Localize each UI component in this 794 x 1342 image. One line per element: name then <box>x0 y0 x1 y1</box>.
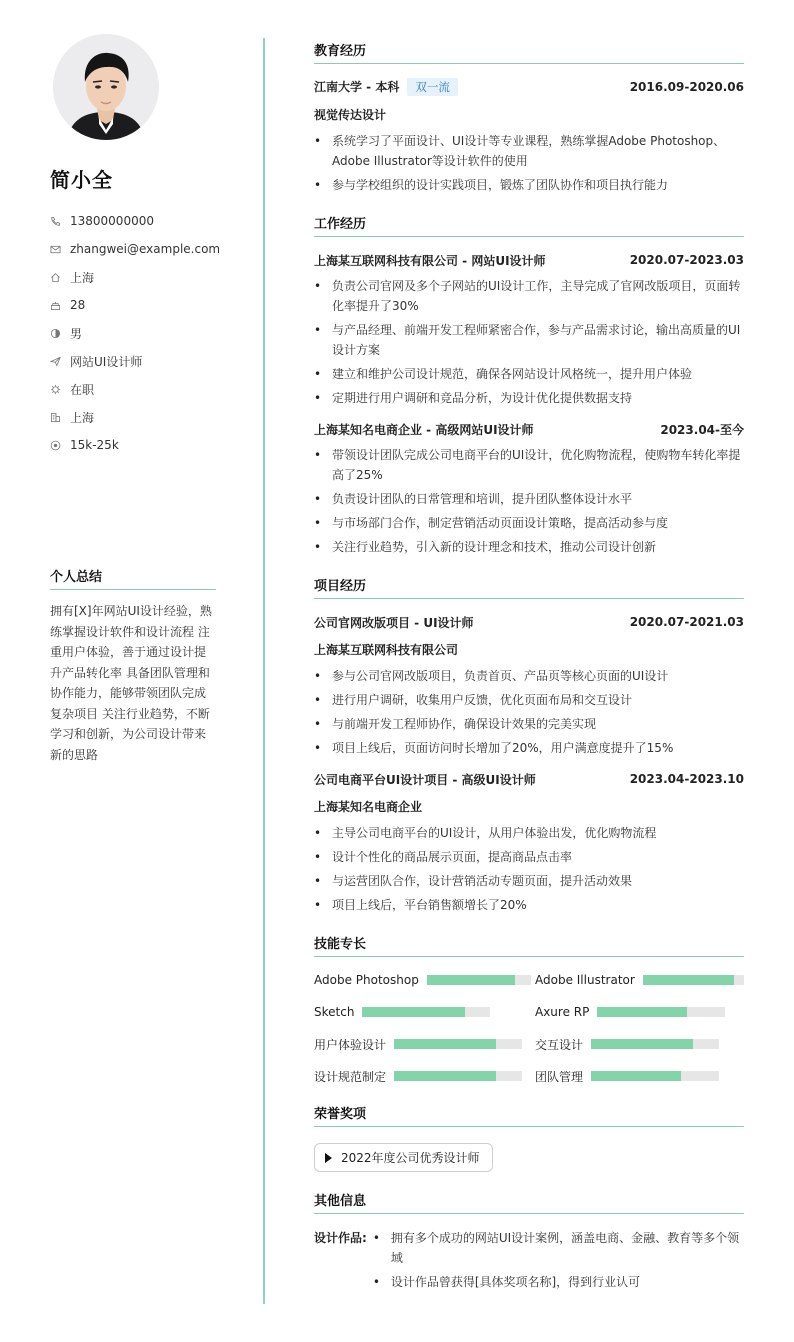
list-item: • 系统学习了平面设计、UI设计等专业课程，熟练掌握Adobe Photoshop、Adobe Illustrator等设计软件的使用 <box>314 131 744 171</box>
project-date: 2020.07-2021.03 <box>629 615 744 629</box>
email-address: zhangwei@example.com <box>70 242 221 256</box>
info-gender <box>50 319 216 347</box>
list-item: • 拥有多个成功的网站UI设计案例，涵盖电商、金融、教育等多个领域 <box>373 1228 744 1268</box>
list-item: • 设计作品曾获得[具体奖项名称]，得到行业认可 <box>373 1272 744 1292</box>
age-icon <box>50 300 61 311</box>
list-item: • 设计个性化的商品展示页面，提高商品点击率 <box>314 847 744 867</box>
gender-text: 男 <box>70 326 83 341</box>
projects-title: 项目经历 <box>314 575 744 599</box>
skill-item <box>314 971 535 989</box>
info-status <box>50 375 216 403</box>
project-entry <box>314 613 744 758</box>
column-divider <box>263 38 265 1304</box>
avatar <box>53 34 159 140</box>
project-entry <box>314 770 744 915</box>
position-text: 网站UI设计师 <box>70 354 143 369</box>
skill-name: 团队管理 <box>535 1069 584 1084</box>
work-section <box>314 213 744 557</box>
gender-icon <box>50 328 61 339</box>
list-item: • 与产品经理、前端开发工程师紧密合作，参与产品需求讨论，输出高质量的UI设计方案 <box>314 320 744 360</box>
portfolio-label: 设计作品: <box>314 1231 367 1245</box>
skill-bar-fill <box>643 975 734 985</box>
skill-item <box>314 1067 535 1085</box>
job-bullets <box>314 276 744 408</box>
skill-bar-fill <box>394 1039 496 1049</box>
job-header <box>314 420 744 438</box>
skill-item <box>535 1003 744 1021</box>
skills-title: 技能专长 <box>314 933 744 957</box>
skill-name: 设计规范制定 <box>314 1069 387 1084</box>
info-position <box>50 347 216 375</box>
skill-bar-fill <box>362 1007 464 1017</box>
skill-item <box>314 1035 535 1053</box>
project-header <box>314 770 744 788</box>
project-header <box>314 613 744 631</box>
project-company: 上海某互联网科技有限公司 <box>314 643 459 657</box>
skill-bar-fill <box>394 1071 496 1081</box>
skill-name: Adobe Photoshop <box>314 973 419 987</box>
info-salary <box>50 431 216 459</box>
contact-info-list <box>50 207 221 459</box>
project-bullets <box>314 666 744 758</box>
list-item: • 负责设计团队的日常管理和培训，提升团队整体设计水平 <box>314 489 744 509</box>
skill-bar-fill <box>591 1039 693 1049</box>
honors-title: 荣誉奖项 <box>314 1103 744 1127</box>
skill-item <box>535 1067 744 1085</box>
phone-number: 13800000000 <box>70 214 154 228</box>
skill-name: 交互设计 <box>535 1037 584 1052</box>
portfolio-bullets <box>373 1228 744 1296</box>
job-entry <box>314 420 744 557</box>
status-text: 在职 <box>70 382 95 397</box>
building-icon <box>50 412 61 423</box>
summary-title: 个人总结 <box>50 566 216 590</box>
project-bullets <box>314 823 744 915</box>
other-info <box>314 1228 744 1296</box>
info-city <box>50 403 216 431</box>
skill-bar-fill <box>427 975 515 985</box>
list-item: • 带领设计团队完成公司电商平台的UI设计，优化购物流程，使购物车转化率提高了25% <box>314 445 744 485</box>
list-item: • 参与公司官网改版项目，负责首页、产品页等核心页面的UI设计 <box>314 666 744 686</box>
honors-section <box>314 1103 744 1172</box>
skill-bar-fill <box>591 1071 681 1081</box>
location-text: 上海 <box>70 270 95 285</box>
skill-item <box>535 1035 744 1053</box>
list-item: • 关注行业趋势，引入新的设计理念和技术，推动公司设计创新 <box>314 537 744 557</box>
skill-bar <box>591 1071 719 1081</box>
job-date: 2023.04-至今 <box>660 422 744 437</box>
project-company: 上海某知名电商企业 <box>314 800 423 814</box>
job-title: 上海某互联网科技有限公司 - 网站UI设计师 <box>314 253 546 268</box>
skill-bar <box>394 1071 522 1081</box>
info-email <box>50 235 221 263</box>
other-section <box>314 1190 744 1296</box>
education-school-wrap <box>314 78 458 96</box>
skill-bar <box>394 1039 522 1049</box>
play-triangle-icon <box>325 1153 332 1163</box>
education-school: 江南大学 - 本科 <box>314 80 400 94</box>
list-item: • 与市场部门合作，制定营销活动页面设计策略，提高活动参与度 <box>314 513 744 533</box>
skill-bar <box>427 975 531 985</box>
education-major: 视觉传达设计 <box>314 108 387 122</box>
status-icon <box>50 384 61 395</box>
home-icon <box>50 272 61 283</box>
sidebar <box>50 34 221 762</box>
skills-section <box>314 933 744 1085</box>
award-item[interactable] <box>314 1143 493 1172</box>
salary-icon <box>50 440 61 451</box>
phone-icon <box>50 216 61 227</box>
skill-name: Sketch <box>314 1005 355 1019</box>
list-item: • 进行用户调研，收集用户反馈，优化页面布局和交互设计 <box>314 690 744 710</box>
send-icon <box>50 356 61 367</box>
list-item: • 与前端开发工程师协作，确保设计效果的完美实现 <box>314 714 744 734</box>
education-section <box>314 40 744 195</box>
skill-bar <box>643 975 744 985</box>
list-item: • 建立和维护公司设计规范，确保各网站设计风格统一，提升用户体验 <box>314 364 744 384</box>
skill-name: Adobe Illustrator <box>535 973 635 987</box>
education-tag: 双一流 <box>407 78 458 96</box>
list-item: • 与运营团队合作，设计营销活动专题页面，提升活动效果 <box>314 871 744 891</box>
skill-item <box>314 1003 535 1021</box>
skill-item <box>535 971 744 989</box>
list-item: • 定期进行用户调研和竞品分析，为设计优化提供数据支持 <box>314 388 744 408</box>
list-item: • 参与学校组织的设计实践项目，锻炼了团队协作和项目执行能力 <box>314 175 744 195</box>
job-title: 上海某知名电商企业 - 高级网站UI设计师 <box>314 422 534 437</box>
email-icon <box>50 244 61 255</box>
skill-name: Axure RP <box>535 1005 590 1019</box>
skills-grid <box>314 971 744 1085</box>
job-entry <box>314 251 744 408</box>
candidate-name: 简小全 <box>50 168 113 192</box>
other-title: 其他信息 <box>314 1190 744 1214</box>
job-date: 2020.07-2023.03 <box>629 253 744 267</box>
skill-name: 用户体验设计 <box>314 1037 387 1052</box>
education-bullets <box>314 131 744 195</box>
main-content <box>314 40 744 1314</box>
salary-text: 15k-25k <box>70 438 119 452</box>
info-location <box>50 263 216 291</box>
list-item: • 项目上线后，页面访问时长增加了20%，用户满意度提升了15% <box>314 738 744 758</box>
summary-text: 拥有[X]年网站UI设计经验，熟练掌握设计软件和设计流程 注重用户体验，善于通过设计提升产品转化率 具备团队管理和协作能力，能够带领团队完成复杂项目 关注行业趋势，不断学习和创新，为公司设计带来新的思路 <box>50 604 212 762</box>
list-item: • 项目上线后，平台销售额增长了20% <box>314 895 744 915</box>
education-date: 2016.09-2020.06 <box>629 80 744 94</box>
info-age <box>50 291 216 319</box>
skill-bar <box>362 1007 490 1017</box>
project-title: 公司官网改版项目 - UI设计师 <box>314 615 474 630</box>
job-bullets <box>314 445 744 557</box>
info-phone <box>50 207 216 235</box>
education-title: 教育经历 <box>314 40 744 64</box>
project-date: 2023.04-2023.10 <box>629 772 744 786</box>
job-header <box>314 251 744 269</box>
award-name: 2022年度公司优秀设计师 <box>341 1151 480 1165</box>
list-item: • 负责公司官网及多个子网站的UI设计工作，主导完成了官网改版项目，页面转化率提升了30% <box>314 276 744 316</box>
avatar-portrait <box>53 34 159 140</box>
age-text: 28 <box>70 298 86 312</box>
skill-bar-fill <box>597 1007 687 1017</box>
city-text: 上海 <box>70 410 95 425</box>
skill-bar <box>597 1007 725 1017</box>
project-title: 公司电商平台UI设计项目 - 高级UI设计师 <box>314 772 536 787</box>
education-header <box>314 78 744 96</box>
list-item: • 主导公司电商平台的UI设计，从用户体验出发，优化购物流程 <box>314 823 744 843</box>
skill-bar <box>591 1039 719 1049</box>
projects-section <box>314 575 744 915</box>
work-title: 工作经历 <box>314 213 744 237</box>
